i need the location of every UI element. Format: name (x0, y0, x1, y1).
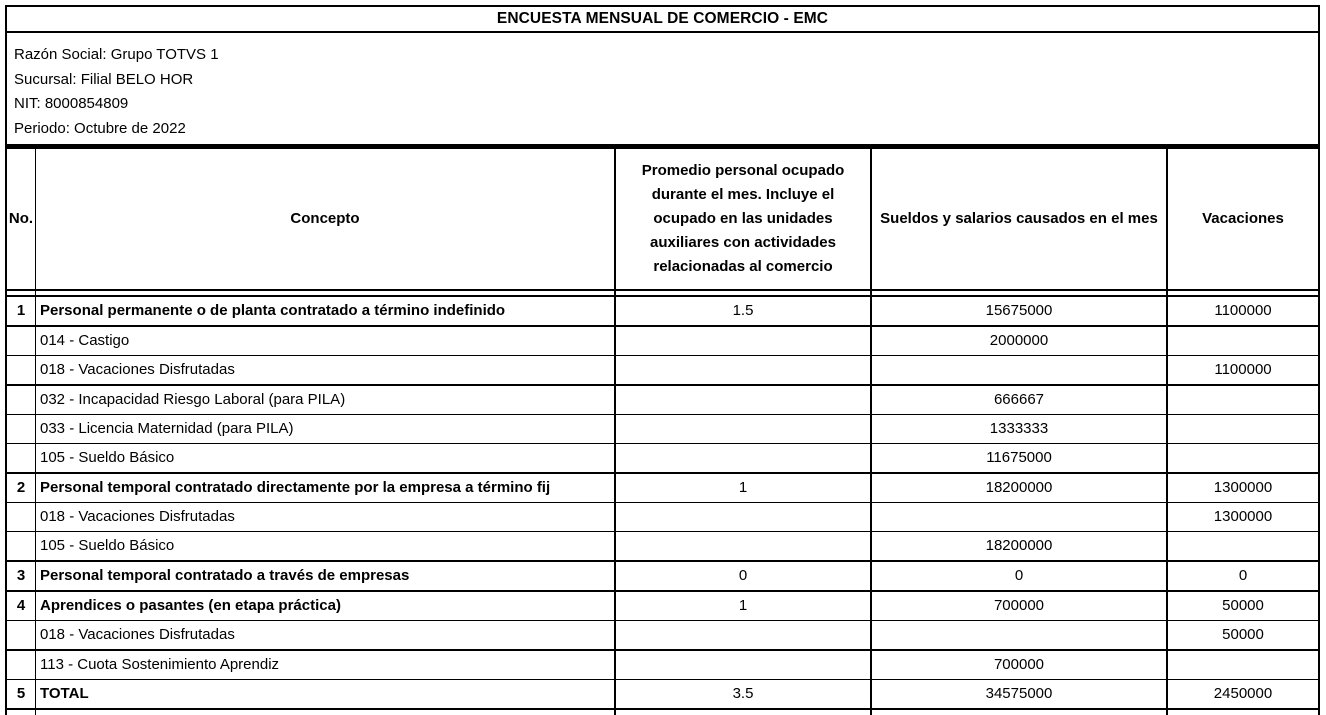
table-row-section (7, 474, 1318, 503)
row-promedio-cell: 1 (616, 474, 872, 502)
row-concepto-cell: Personal temporal contratado directamente por la empresa a término fij (36, 474, 616, 502)
column-header-concepto: Concepto (36, 149, 616, 289)
row-sueldos-cell: 15675000 (872, 297, 1168, 325)
row-sueldos-cell (872, 503, 1168, 531)
table-row-section (7, 562, 1318, 592)
row-no-cell: 4 (7, 592, 36, 620)
gridline-stub (1166, 710, 1168, 715)
gridline-stub (870, 710, 872, 715)
row-no-cell: 3 (7, 562, 36, 590)
row-no-cell (7, 651, 36, 679)
table-row-detail (7, 327, 1318, 356)
row-concepto-cell: 113 - Cuota Sostenimiento Aprendiz (36, 651, 616, 679)
row-vacaciones-cell (1168, 444, 1318, 472)
gridline-stub (614, 291, 616, 295)
row-vacaciones-cell (1168, 651, 1318, 679)
row-sueldos-cell: 1333333 (872, 415, 1168, 443)
gridline-stub (35, 710, 36, 715)
row-promedio-cell (616, 651, 872, 679)
row-promedio-cell (616, 532, 872, 560)
row-promedio-cell: 0 (616, 562, 872, 590)
row-vacaciones-cell: 1100000 (1214, 302, 1272, 319)
row-vacaciones-cell: 50000 (1222, 597, 1264, 614)
row-sueldos-cell: 2000000 (872, 327, 1168, 355)
gridline-stub (614, 710, 616, 715)
row-vacaciones-cell: 50000 (1222, 626, 1264, 643)
row-promedio-cell (616, 327, 872, 355)
gridline-stub (5, 291, 7, 295)
row-concepto-cell: Aprendices o pasantes (en etapa práctica) (36, 592, 616, 620)
gridline-stub (1318, 291, 1320, 295)
column-header-promedio: Promedio personal ocupado durante el mes. Incluye el ocupado en las unidades auxiliares con actividades relacionadas al comercio (616, 149, 872, 289)
row-sueldos-cell: 18200000 (872, 532, 1168, 560)
row-promedio-cell (616, 415, 872, 443)
row-vacaciones-cell (1168, 532, 1318, 560)
row-sueldos-cell (872, 621, 1168, 649)
table-row-section (7, 297, 1318, 327)
row-no-cell (7, 415, 36, 443)
row-vacaciones-cell (1168, 386, 1318, 414)
table-row-section (7, 592, 1318, 621)
row-vacaciones-cell (1168, 327, 1318, 355)
company-info-block (5, 33, 1320, 146)
table-row-detail (7, 415, 1318, 444)
row-concepto-cell: 018 - Vacaciones Disfrutadas (36, 356, 616, 384)
gridline-stub (1318, 710, 1320, 715)
row-no-cell (7, 327, 36, 355)
table-row-detail (7, 356, 1318, 386)
row-sueldos-cell (872, 356, 1168, 384)
gridline-stub (5, 710, 7, 715)
periodo-line: Periodo: Octubre de 2022 (14, 119, 186, 137)
row-concepto-cell: 032 - Incapacidad Riesgo Laboral (para PILA) (36, 386, 616, 414)
row-sueldos-cell: 34575000 (872, 680, 1168, 708)
table-row-detail (7, 503, 1318, 532)
table-row-detail (7, 651, 1318, 680)
header-body-gap (5, 291, 1320, 295)
row-concepto-cell: Personal permanente o de planta contratado a término indefinido (36, 297, 616, 325)
row-vacaciones-cell: 1100000 (1214, 361, 1272, 378)
row-no-cell: 1 (7, 297, 36, 325)
row-concepto-cell: Personal temporal contratado a través de empresas (36, 562, 616, 590)
row-promedio-cell: 1.5 (616, 297, 872, 325)
row-concepto-cell: 014 - Castigo (36, 327, 616, 355)
row-no-cell (7, 444, 36, 472)
nit-line: NIT: 8000854809 (14, 95, 129, 112)
row-promedio-cell (616, 503, 872, 531)
razon-social-line: Razón Social: Grupo TOTVS 1 (14, 46, 219, 63)
report-title: ENCUESTA MENSUAL DE COMERCIO - EMC (5, 5, 1320, 33)
row-concepto-cell: TOTAL (36, 680, 616, 708)
row-no-cell (7, 532, 36, 560)
row-sueldos-cell: 700000 (872, 592, 1168, 620)
sucursal-line: Sucursal: Filial BELO HOR (14, 70, 194, 88)
row-concepto-cell: 105 - Sueldo Básico (36, 532, 616, 560)
table-row-section (7, 680, 1318, 708)
row-no-cell (7, 621, 36, 649)
table-row-detail (7, 444, 1318, 474)
row-vacaciones-cell: 2450000 (1213, 685, 1273, 702)
row-no-cell (7, 503, 36, 531)
table-body (5, 295, 1320, 710)
table-row-detail (7, 532, 1318, 562)
row-sueldos-cell: 18200000 (872, 474, 1168, 502)
row-no-cell (7, 356, 36, 384)
row-sueldos-cell: 11675000 (872, 444, 1168, 472)
report-document (5, 5, 1320, 715)
row-promedio-cell (616, 356, 872, 384)
bottom-gridline-stubs (5, 710, 1320, 715)
row-promedio-cell: 1 (616, 592, 872, 620)
table-row-detail (7, 621, 1318, 651)
row-concepto-cell: 105 - Sueldo Básico (36, 444, 616, 472)
row-sueldos-cell: 0 (872, 562, 1168, 590)
gridline-stub (35, 291, 36, 295)
column-header-vacaciones: Vacaciones (1202, 210, 1284, 227)
column-header-no: No. (7, 149, 36, 289)
row-no-cell (7, 386, 36, 414)
row-sueldos-cell: 700000 (872, 651, 1168, 679)
table-row-detail (7, 386, 1318, 415)
gridline-stub (870, 291, 872, 295)
gridline-stub (1166, 291, 1168, 295)
row-promedio-cell: 3.5 (616, 680, 872, 708)
row-sueldos-cell: 666667 (872, 386, 1168, 414)
column-header-sueldos: Sueldos y salarios causados en el mes (872, 149, 1168, 289)
row-concepto-cell: 018 - Vacaciones Disfrutadas (36, 621, 616, 649)
row-concepto-cell: 018 - Vacaciones Disfrutadas (36, 503, 616, 531)
row-promedio-cell (616, 621, 872, 649)
row-promedio-cell (616, 444, 872, 472)
row-vacaciones-cell: 0 (1238, 567, 1248, 584)
table-header-row (5, 146, 1320, 291)
row-promedio-cell (616, 386, 872, 414)
row-concepto-cell: 033 - Licencia Maternidad (para PILA) (36, 415, 616, 443)
row-no-cell: 2 (7, 474, 36, 502)
row-vacaciones-cell: 1300000 (1213, 479, 1273, 496)
row-vacaciones-cell (1168, 415, 1318, 443)
row-vacaciones-cell: 1300000 (1213, 508, 1273, 525)
row-no-cell: 5 (7, 680, 36, 708)
